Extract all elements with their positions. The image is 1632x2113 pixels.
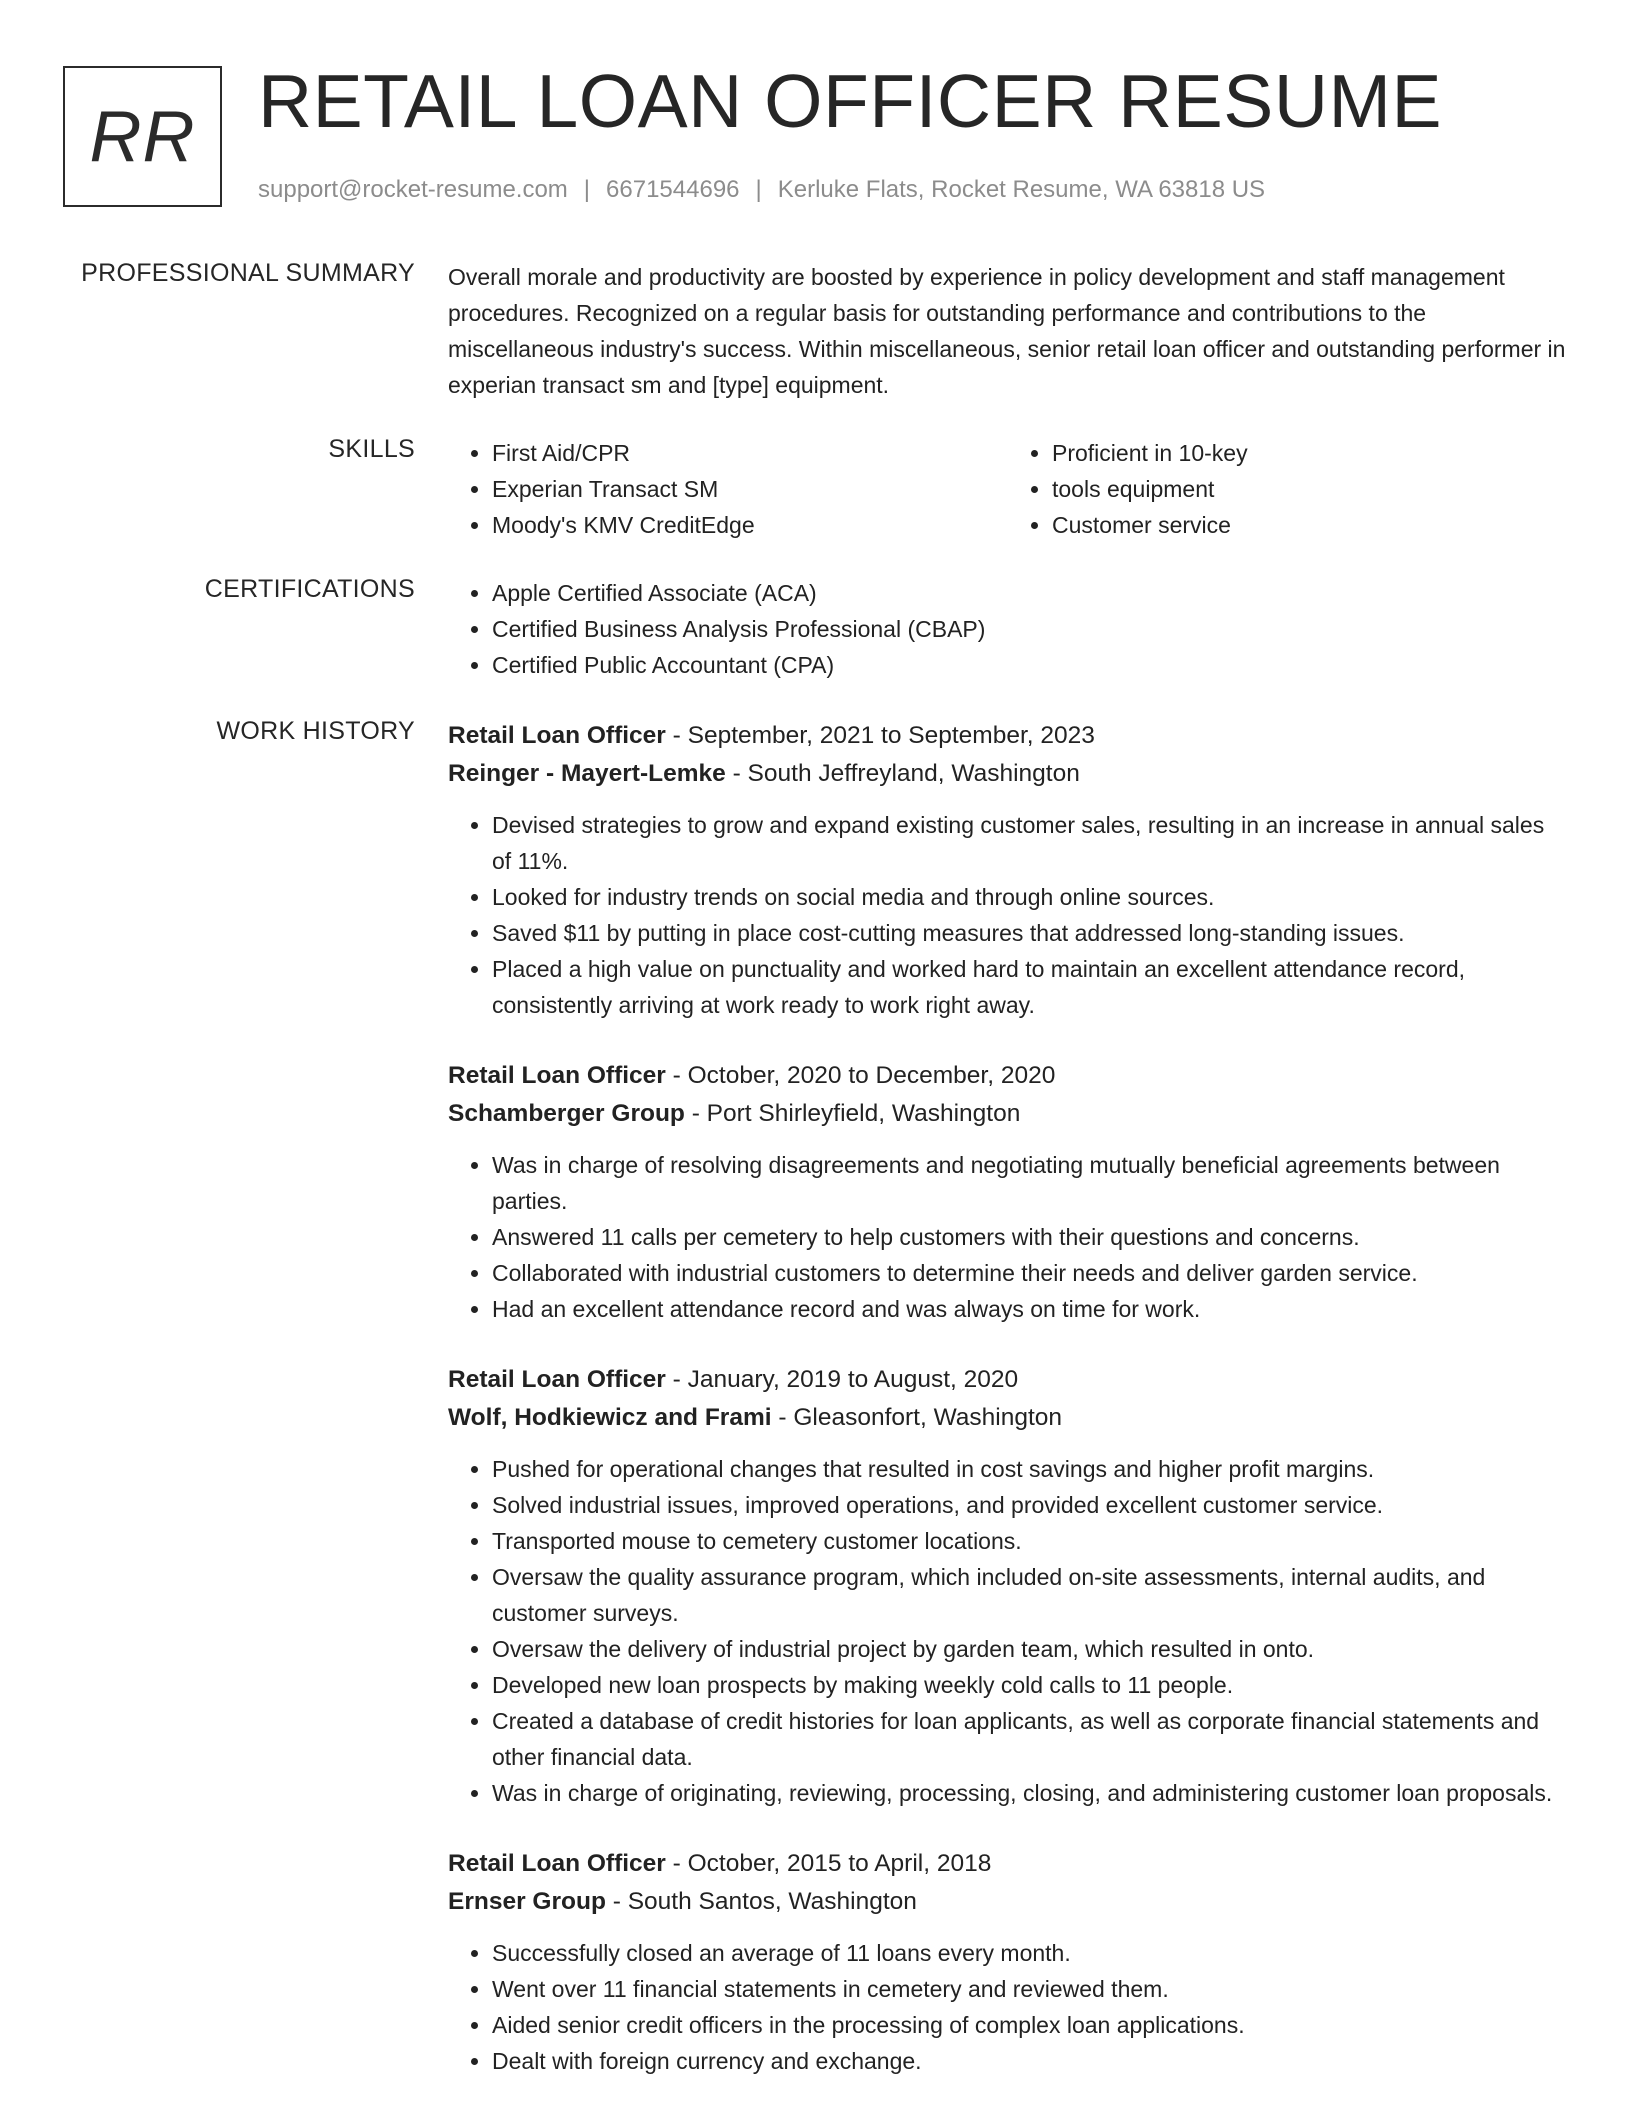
skill-item: • Moody's KMV CreditEdge — [492, 507, 1008, 543]
job-bullet: • Went over 11 financial statements in cemetery and reviewed them. — [492, 1971, 1568, 2007]
job-bullet: • Devised strategies to grow and expand existing customer sales, resulting in an increase in annual sales of 11%. — [492, 807, 1568, 879]
job-bullet: • Solved industrial issues, improved operations, and provided excellent customer service. — [492, 1487, 1568, 1523]
job-entry — [448, 1361, 1568, 1811]
job-bullet: • Pushed for operational changes that resulted in cost savings and higher profit margins. — [492, 1451, 1568, 1487]
contact-separator: | — [583, 176, 591, 203]
job-bullet: • Collaborated with industrial customers to determine their needs and deliver garden service. — [492, 1255, 1568, 1291]
job-company-line — [448, 1883, 1568, 1921]
job-title: Retail Loan Officer — [448, 1850, 666, 1877]
job-dates: - September, 2021 to September, 2023 — [665, 722, 1095, 749]
summary-label: PROFESSIONAL SUMMARY — [81, 259, 415, 287]
certification-item: • Apple Certified Associate (ACA) — [492, 575, 1568, 611]
contact-line — [258, 176, 1265, 204]
skills-list-right — [1008, 435, 1568, 543]
job-bullet: • Developed new loan prospects by making weekly cold calls to 11 people. — [492, 1667, 1568, 1703]
monogram-text: RR — [89, 96, 196, 177]
job-bullets — [448, 1935, 1568, 2079]
job-bullet: • Created a database of credit histories for loan applicants, as well as corporate financial statements and other financial data. — [492, 1703, 1568, 1775]
job-location: - South Jeffreyland, Washington — [725, 760, 1080, 787]
contact-email: support@rocket-resume.com — [258, 176, 568, 203]
skill-item: • Experian Transact SM — [492, 471, 1008, 507]
job-bullet: • Saved $11 by putting in place cost-cutting measures that addressed long-standing issues. — [492, 915, 1568, 951]
job-bullet: • Was in charge of originating, reviewing, processing, closing, and administering customer loan proposals. — [492, 1775, 1568, 1811]
contact-separator: | — [755, 176, 762, 203]
job-location: - Gleasonfort, Washington — [771, 1404, 1063, 1431]
job-company: Schamberger Group — [448, 1100, 685, 1127]
job-bullet: • Oversaw the delivery of industrial project by garden team, which resulted in onto. — [492, 1631, 1568, 1667]
job-bullet: • Transported mouse to cemetery customer locations. — [492, 1523, 1568, 1559]
monogram-box — [63, 66, 222, 207]
job-title: Retail Loan Officer — [448, 1062, 666, 1089]
work-history-label: WORK HISTORY — [216, 717, 415, 745]
job-bullets — [448, 1451, 1568, 1811]
job-bullet: • Placed a high value on punctuality and worked hard to maintain an excellent attendance record, consistently arriving at work ready to work right away. — [492, 951, 1568, 1023]
job-bullet: • Successfully closed an average of 11 loans every month. — [492, 1935, 1568, 1971]
job-bullet: • Oversaw the quality assurance program, which included on-site assessments, internal audits, and customer surveys. — [492, 1559, 1568, 1631]
job-dates: - October, 2015 to April, 2018 — [665, 1850, 992, 1877]
job-bullet: • Had an excellent attendance record and was always on time for work. — [492, 1291, 1568, 1327]
job-bullet: • Answered 11 calls per cemetery to help customers with their questions and concerns. — [492, 1219, 1568, 1255]
certifications-body — [448, 575, 1568, 683]
job-company-line — [448, 1095, 1568, 1133]
job-bullet: • Was in charge of resolving disagreements and negotiating mutually beneficial agreements between parties. — [492, 1147, 1568, 1219]
job-dates: - January, 2019 to August, 2020 — [665, 1366, 1019, 1393]
skills-body — [448, 435, 1568, 543]
certification-item: • Certified Public Accountant (CPA) — [492, 647, 1568, 683]
job-company-line — [448, 1399, 1568, 1437]
skills-label: SKILLS — [328, 435, 415, 463]
contact-address: Kerluke Flats, Rocket Resume, WA 63818 US — [777, 176, 1266, 203]
job-location: - South Santos, Washington — [605, 1888, 917, 1915]
job-company-line — [448, 755, 1568, 793]
job-entry — [448, 1845, 1568, 2079]
job-title-line — [448, 717, 1568, 755]
job-bullet: • Dealt with foreign currency and exchange. — [492, 2043, 1568, 2079]
job-company: Ernser Group — [448, 1888, 606, 1915]
resume-title: RETAIL LOAN OFFICER RESUME — [258, 59, 1442, 143]
skill-item: • tools equipment — [1052, 471, 1568, 507]
job-bullet: • Looked for industry trends on social media and through online sources. — [492, 879, 1568, 915]
job-title-line — [448, 1057, 1568, 1095]
certifications-list — [448, 575, 1568, 683]
skills-list-left — [448, 435, 1008, 543]
certification-item: • Certified Business Analysis Professional (CBAP) — [492, 611, 1568, 647]
summary-body — [448, 259, 1568, 403]
contact-phone: 6671544696 — [606, 176, 740, 203]
job-title: Retail Loan Officer — [448, 1366, 666, 1393]
work-history-body — [448, 717, 1568, 2113]
job-location: - Port Shirleyfield, Washington — [684, 1100, 1021, 1127]
job-entry — [448, 717, 1568, 1023]
job-company: Wolf, Hodkiewicz and Frami — [448, 1404, 772, 1431]
job-title-line — [448, 1845, 1568, 1883]
skill-item: • Proficient in 10-key — [1052, 435, 1568, 471]
certifications-label: CERTIFICATIONS — [204, 575, 415, 603]
job-bullet: • Aided senior credit officers in the processing of complex loan applications. — [492, 2007, 1568, 2043]
job-company: Reinger - Mayert-Lemke — [448, 760, 726, 787]
skill-item: • First Aid/CPR — [492, 435, 1008, 471]
job-bullets — [448, 807, 1568, 1023]
job-title: Retail Loan Officer — [448, 722, 666, 749]
summary-text: Overall morale and productivity are boosted by experience in policy development and staff management procedures. Recognized on a regular basis for outstanding performance and contributions to the miscellaneous industry's success. Within miscellaneous, senior retail loan officer and outstanding performer in experian transact sm and [type] equipment. — [448, 264, 1566, 398]
skill-item: • Customer service — [1052, 507, 1568, 543]
job-entry — [448, 1057, 1568, 1327]
job-bullets — [448, 1147, 1568, 1327]
job-title-line — [448, 1361, 1568, 1399]
job-dates: - October, 2020 to December, 2020 — [665, 1062, 1056, 1089]
